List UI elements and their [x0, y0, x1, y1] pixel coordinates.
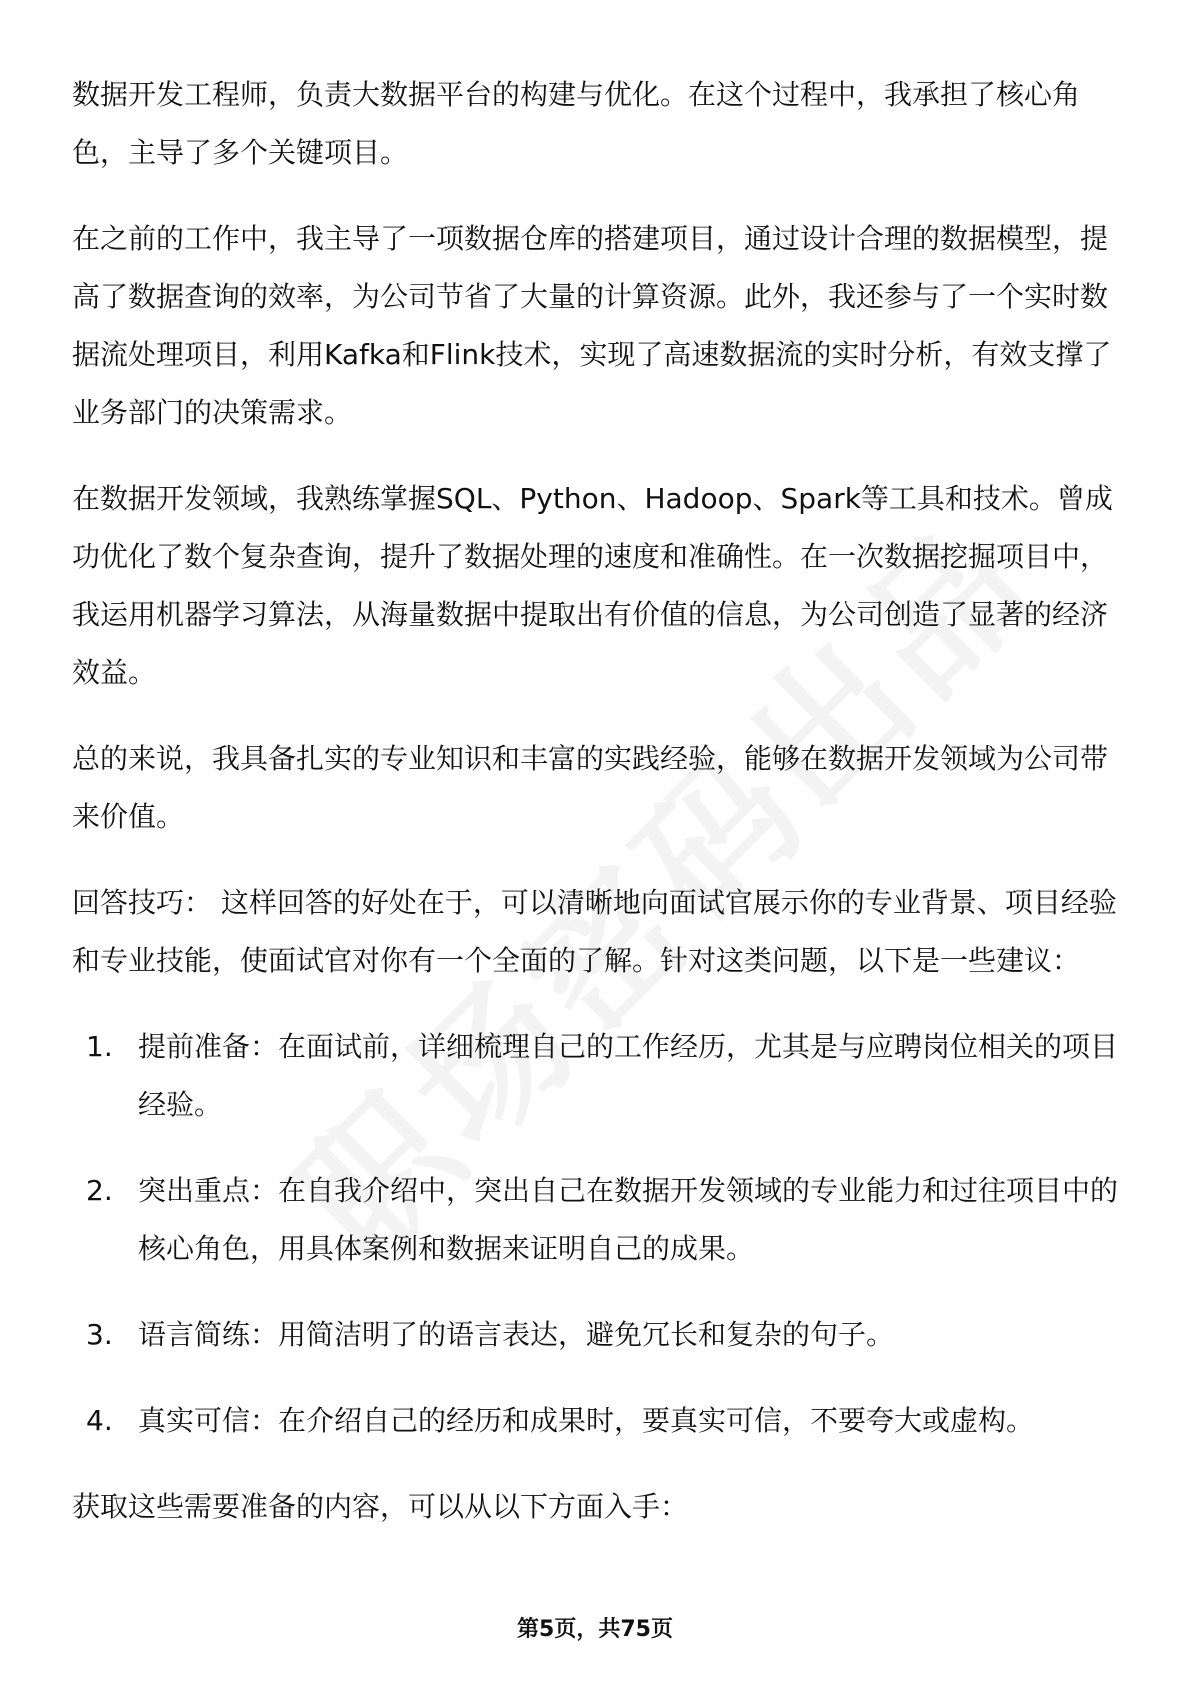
- paragraph-intro: 数据开发工程师，负责大数据平台的构建与优化。在这个过程中，我承担了核心角色，主导了多个关键项目。: [72, 78, 1081, 169]
- page-footer: 第5页，共75页: [517, 1617, 673, 1642]
- page-content: [72, 66, 1132, 1564]
- paragraph-skills: 在数据开发领域，我熟练掌握SQL、Python、Hadoop、Spark等工具和技术。曾成功优化了数个复杂查询，提升了数据处理的速度和准确性。在一次数据挖掘项目中，我运用机器学习算法，从海量数据中提取出有价值的信息，为公司创造了显著的经济效益。: [72, 482, 1113, 689]
- list-number: 3.: [86, 1318, 113, 1351]
- list-item: [72, 1392, 1132, 1450]
- list-text: 提前准备：在面试前，详细梳理自己的工作经历，尤其是与应聘岗位相关的项目经验。: [138, 1030, 1119, 1121]
- list-number: 1.: [86, 1030, 113, 1063]
- paragraph-closing: 获取这些需要准备的内容，可以从以下方面入手：: [72, 1490, 689, 1523]
- list-item: [72, 1162, 1132, 1278]
- tips-list: [72, 1018, 1132, 1450]
- list-number: 4.: [86, 1404, 113, 1437]
- list-text: 语言简练：用简洁明了的语言表达，避免冗长和复杂的句子。: [138, 1318, 895, 1351]
- list-item: [72, 1018, 1132, 1134]
- paragraph-summary: 总的来说，我具备扎实的专业知识和丰富的实践经验，能够在数据开发领域为公司带来价值。: [72, 742, 1109, 833]
- list-text: 突出重点：在自我介绍中，突出自己在数据开发领域的专业能力和过往项目中的核心角色，用具体案例和数据来证明自己的成果。: [138, 1174, 1119, 1265]
- paragraph-experience: 在之前的工作中，我主导了一项数据仓库的搭建项目，通过设计合理的数据模型，提高了数据查询的效率，为公司节省了大量的计算资源。此外，我还参与了一个实时数据流处理项目，利用Kafka和Flink技术，实现了高速数据流的实时分析，有效支撑了业务部门的决策需求。: [72, 222, 1112, 429]
- paragraph-tips: 回答技巧： 这样回答的好处在于，可以清晰地向面试官展示你的专业背景、项目经验和专业技能，使面试官对你有一个全面的了解。针对这类问题，以下是一些建议：: [72, 886, 1117, 977]
- list-number: 2.: [86, 1174, 113, 1207]
- list-text: 真实可信：在介绍自己的经历和成果时，要真实可信，不要夸大或虚构。: [138, 1404, 1035, 1437]
- list-item: [72, 1306, 1132, 1364]
